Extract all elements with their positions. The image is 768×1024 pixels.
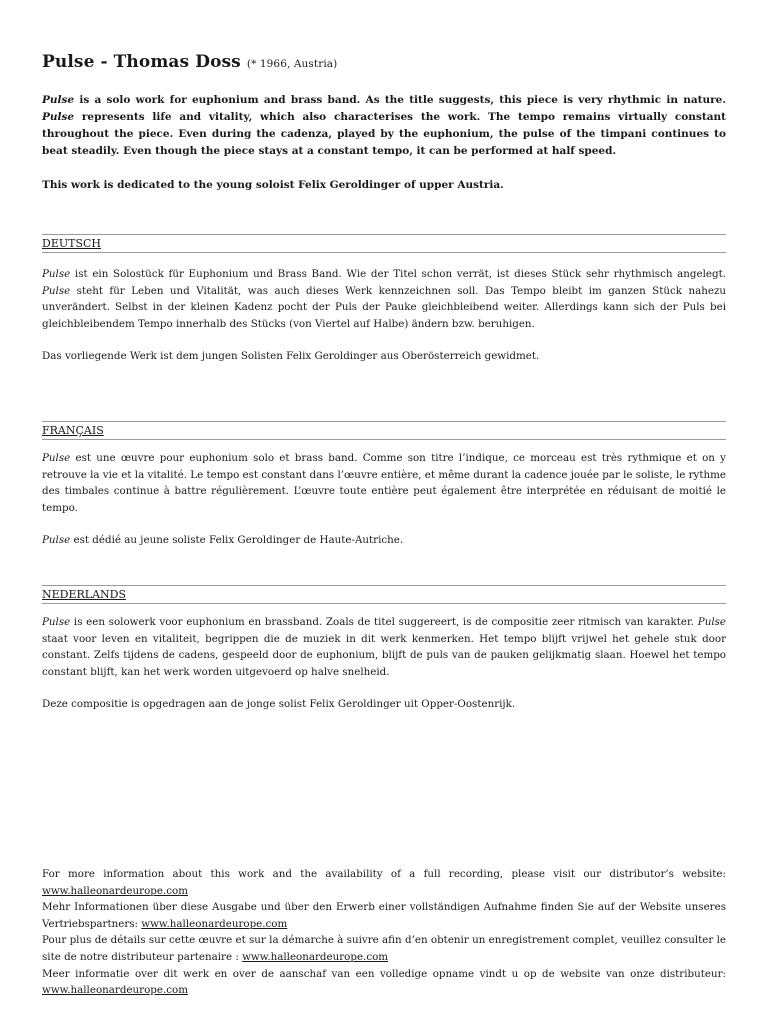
footer-text: For more information about this work and the availability of a full recording, please visit our distributor’s website:	[42, 868, 726, 880]
deutsch-text: steht für Leben und Vitalität, was auch dieses Werk kennzeichnen soll. Das Tempo bleibt im ganzen Stück nahezu unverändert. Selbst in der kleinen Kadenz pocht der Puls der Pauke gleichbleibend weiter. Allerdings kann sich der Puls bei gleichbleibendem Tempo innerhalb des Stücks (von Viertel auf Halbe) ändern bzw. beruhigen.	[42, 284, 726, 330]
page-title	[42, 52, 726, 72]
footer-francais	[42, 932, 726, 965]
francais-paragraph-1	[42, 450, 726, 516]
distributor-link[interactable]: www.halleonardeurope.com	[242, 950, 389, 963]
work-title-italic: Pulse	[42, 111, 75, 123]
english-paragraph-2: This work is dedicated to the young soloist Felix Geroldinger of upper Austria.	[42, 179, 504, 191]
section-heading-francais: FRANÇAIS	[42, 421, 726, 440]
distributor-info	[42, 866, 726, 999]
deutsch-paragraph-1	[42, 266, 726, 332]
deutsch-text: ist ein Solostück für Euphonium und Brass Band. Wie der Titel schon verrät, ist dieses Stück sehr rhythmisch angelegt.	[70, 268, 726, 280]
nederlands-text: is een solowerk voor euphonium en brassband. Zoals de titel suggereert, is de compositie zeer ritmisch van karakter.	[70, 615, 698, 628]
distributor-link[interactable]: www.halleonardeurope.com	[141, 917, 288, 930]
english-text: represents life and vitality, which also characterises the work. The tempo remains virtually constant throughout the piece. Even during the cadenza, played by the euphonium, the pulse of the timpani continues to beat steadily. Even though the piece stays at a constant tempo, it can be performed at half speed.	[42, 111, 726, 157]
francais-text: est dédié au jeune soliste Felix Geroldinger de Haute-Autriche.	[70, 534, 404, 547]
nederlands-paragraph-2: Deze compositie is opgedragen aan de jonge solist Felix Geroldinger uit Opper-Oostenrijk.	[42, 698, 516, 711]
nederlands-paragraph-1	[42, 614, 726, 680]
work-title-italic: Pulse	[42, 268, 71, 280]
work-title-italic: Pulse	[42, 284, 71, 297]
section-heading-deutsch: DEUTSCH	[42, 234, 726, 253]
footer-text: Mehr Informationen über diese Ausgabe und über den Erwerb einer vollständigen Aufnahme finden Sie auf der Website unseres Vertriebspartners:	[42, 901, 726, 930]
english-paragraph-1	[42, 92, 726, 160]
work-title-italic: Pulse	[42, 534, 71, 547]
title-text: Pulse - Thomas Doss	[42, 52, 241, 72]
francais-text: est une œuvre pour euphonium solo et brass band. Comme son titre l’indique, ce morceau est très rythmique et on y retrouve la vie et la vitalité. Le tempo est constant dans l’œuvre entière, et même durant la cadence jouée par le soliste, le rythme des timbales continue à battre régulièrement. L’œuvre toute entière peut également être interprétée en réduisant de moitié le tempo.	[42, 451, 726, 514]
work-title-italic: Pulse	[42, 94, 75, 106]
footer-text: Pour plus de détails sur cette œuvre et sur la démarche à suivre afin d’en obtenir un enregistrement complet, veuillez consulter le site de notre distributeur partenaire :	[42, 934, 726, 963]
work-title-italic: Pulse	[42, 451, 71, 464]
work-title-italic: Pulse	[697, 615, 726, 628]
work-title-italic: Pulse	[42, 615, 71, 628]
document-body	[42, 52, 726, 713]
deutsch-paragraph-2: Das vorliegende Werk ist dem jungen Solisten Felix Geroldinger aus Oberösterreich gewidmet.	[42, 350, 540, 363]
francais-paragraph-2	[42, 532, 726, 549]
footer-deutsch	[42, 899, 726, 932]
footer-nederlands	[42, 966, 726, 999]
section-heading-nederlands: NEDERLANDS	[42, 585, 726, 604]
english-text: is a solo work for euphonium and brass band. As the title suggests, this piece is very rhythmic in nature.	[74, 94, 726, 106]
footer-english	[42, 866, 726, 899]
title-subtitle: (* 1966, Austria)	[246, 58, 338, 70]
nederlands-text: staat voor leven en vitaliteit, begrippen die de muziek in dit werk kenmerken. Het tempo blijft vrijwel het gehele stuk door constant. Zelfs tijdens de cadens, gespeeld door de euphonium, blijft de puls van de pauken gelijkmatig slaan. Hoewel het tempo constant blijft, kan het werk worden uitgevoerd op halve snelheid.	[42, 632, 726, 678]
distributor-link[interactable]: www.halleonardeurope.com	[42, 884, 188, 897]
distributor-link[interactable]: www.halleonardeurope.com	[42, 984, 188, 997]
footer-text: Meer informatie over dit werk en over de aanschaf van een volledige opname vindt u op de website van onze distributeur:	[42, 967, 726, 980]
